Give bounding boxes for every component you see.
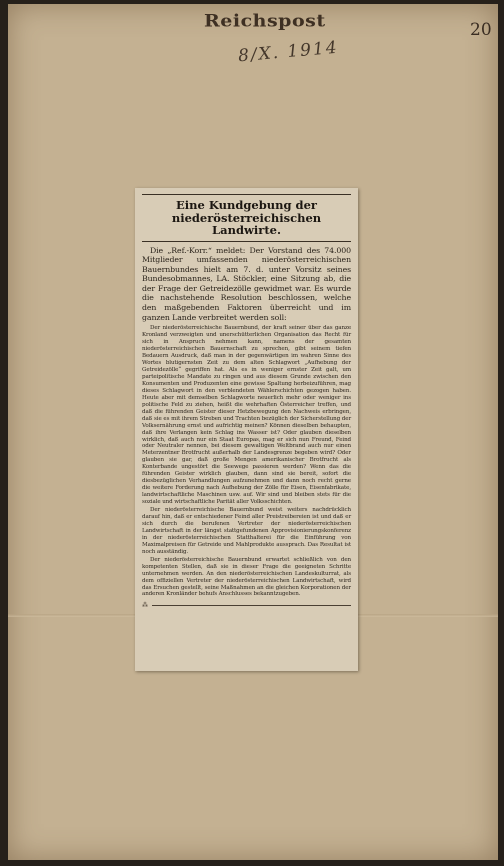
top-rule [142, 194, 351, 195]
article-paragraph: Der niederösterreichische Bauernbund, der kraft seiner über das ganze Kronland verzweigten und unerschütterlichen Organisation das Recht für sich in Anspruch nehmen kann, namens der gesamten niederösterreichischen Bauernschaft zu sprechen, gibt seinem tiefen Bedauern Ausdruck, daß man in der gegenwärtigen im wahren Sinne des Wortes blutigernsten Zeit zu dem alten Schlagwort „Aufhebung der Getreidezölle“ gegriffen hat. Als es in weniger ernster Zeit galt, um parteipolitische Mandate zu ringen und aus diesem Grunde zwischen den Konsumenten und Produzenten eine gewisse Spaltung herbeizuführen, mag dieses Schlagwort in den verblendeten Wählerschichten gezogen haben. Heute aber mit demselben Schlagworte neuerlich mehr oder weniger ins politische Feld zu ziehen, heißt die wehrhaften Österreicher treffen, und daß die führenden Geister dieser Hetzbewegung den Nachweis erbringen, daß sie es mit ihrem Streben und Trachten bezüglich der Sicherstellung der Volksernährung ernst und aufrichtig meinen? Können dieselben behaupten, daß ihre Verlangen kein Schlag ins Wasser ist? Oder glauben dieselben wirklich, daß auch nur ein Staat Europas, mag er sich nun Freund, Feind oder Neutraler nennen, bei diesem gewaltigen Weltbrand auch nur einen Meterzentner Brotfrucht außerhalb der Landesgrenze begeben wird? Oder glauben sie gar, daß große Mengen amerikanischer Brotfrucht als Konterbande ungestört die Seewege passieren werden? Wenn das die führenden Geister wirklich glauben, dann sind sie bereit, sofort die diesbezüglichen Verhandlungen aufzunehmen und dann noch recht gerne die weitere Forderung nach Aufhebung der Zölle für Eisen, Eisenfabrikate, landwirtschaftliche Maschinen usw. auf. Wir sind und bleiben stets für die soziale und wirtschaftliche Parität aller Volksschichten. [142, 325, 351, 506]
handwritten-date-annotation: 8/X. 1914 [237, 37, 340, 67]
footer-rule [152, 605, 351, 606]
article-lead-paragraph: Die „Ref.-Korr.“ meldet: Der Vorstand des 74.000 Mitglieder umfassenden niederösterreichischen Bauernbundes hielt am 7. d. unter Vorsitz seines Bundesobmannes, LA. Stöckler, eine Sitzung ab, die der Frage der Getreidezölle gewidmet war. Es wurde die nachstehende Resolution beschlossen, welche den maßgebenden Faktoren überreicht und im ganzen Lande verbreitet werden soll: [142, 245, 351, 322]
headline-rule [142, 241, 351, 242]
page-number: 20 [470, 20, 492, 40]
article-paragraph: Der niederösterreichische Bauernbund erwartet schließlich von den kompetenten Stellen, daß sie in dieser Frage die geeigneten Schritte unternehmen werden. An den niederösterreichischen Landeskulturrat, als dem offiziellen Vertreter der niederösterreichischen Landwirtschaft, wird das Ersuchen gestellt, seine Maßnahmen an die gleichen Korporationen der anderen Kronländer behufs Anschlusses bekanntzugeben. [142, 556, 351, 598]
newspaper-name-header: Reichspost [204, 11, 326, 31]
newspaper-clipping [135, 188, 358, 671]
article-headline: Eine Kundgebung der niederösterreichischen Landwirte. [171, 198, 322, 237]
article-body [142, 246, 351, 599]
footer-mark: ⁂ [142, 602, 148, 610]
clipping-footer [142, 602, 351, 609]
archive-page [8, 4, 498, 860]
article-paragraph: Der niederösterreichische Bauernbund weist weiters nachdrücklich darauf hin, daß er entschiedener Feind aller Preistreibereien ist und daß er sich durch die berufenen Vertreter der niederösterreichischen Landwirtschaft in der längst stattgefundenen Approvisionierungskonferenz in der niederösterreichischen Statthalterei für die Einführung von Maximalpreisen für Getreide und Mahlprodukte aussprach. Das Resultat ist noch ausständig. [142, 507, 351, 555]
